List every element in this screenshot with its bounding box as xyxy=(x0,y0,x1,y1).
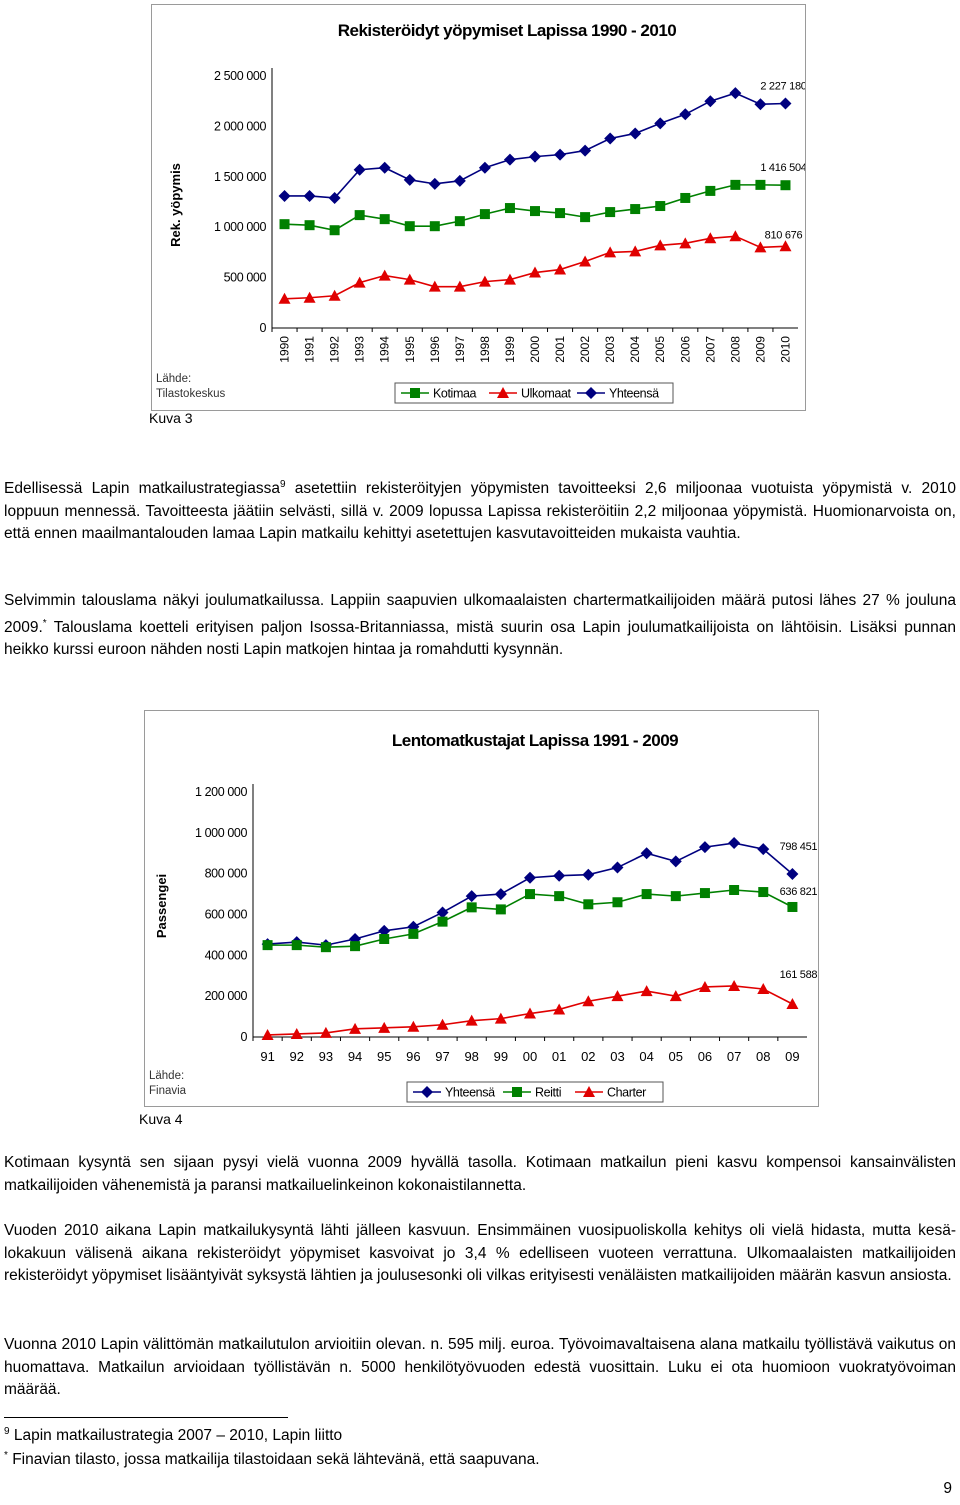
data-point-route xyxy=(496,904,506,914)
data-point-total xyxy=(654,117,666,129)
x-tick-label: 01 xyxy=(551,1049,567,1064)
data-label-route: 636 821 xyxy=(779,885,818,898)
data-point-total xyxy=(554,149,566,161)
x-tick-label: 06 xyxy=(697,1049,713,1064)
data-point-domestic xyxy=(680,193,690,203)
data-point-route xyxy=(758,887,768,897)
legend-label-domestic: Kotimaa xyxy=(433,386,477,401)
footnote-ref: * xyxy=(42,617,47,629)
data-point-domestic xyxy=(780,180,790,190)
data-point-total xyxy=(779,98,791,110)
data-point-total xyxy=(495,888,507,900)
footnote-mark: 9 xyxy=(4,1426,10,1437)
paragraph-text: Selvimmin talouslama näkyi joulumatkailussa. Lappiin saapuvien ulkomaalaisten chartermatkailijoiden määrä putosi lähes 27 % jouluna 2009. xyxy=(4,592,956,636)
x-tick-label: 2002 xyxy=(578,336,593,363)
y-tick-label: 0 xyxy=(259,321,266,335)
legend-label-charter: Charter xyxy=(607,1085,646,1100)
data-point-total xyxy=(504,154,516,166)
x-tick-label: 1999 xyxy=(502,336,517,363)
y-tick-label: 600 000 xyxy=(204,907,247,922)
paragraph-strategy-goal xyxy=(4,474,956,546)
source-label: Lähde: xyxy=(149,1070,185,1082)
chart-title: Rekisteröidyt yöpymiset Lapissa 1990 - 2010 xyxy=(337,21,677,40)
data-point-route xyxy=(321,942,331,952)
footnote-star xyxy=(4,1449,540,1471)
chart-air-passengers-svg xyxy=(145,711,818,1106)
data-point-route xyxy=(467,902,477,912)
x-tick-label: 1992 xyxy=(327,336,342,363)
y-tick-label: 1 000 000 xyxy=(194,825,247,840)
x-tick-label: 1997 xyxy=(452,336,467,363)
data-point-route xyxy=(525,889,535,899)
legend-marker-route xyxy=(512,1087,522,1097)
x-tick-label: 96 xyxy=(406,1049,421,1064)
x-tick-label: 04 xyxy=(639,1049,654,1064)
data-point-domestic xyxy=(630,204,640,214)
data-point-total xyxy=(679,108,691,120)
data-point-domestic xyxy=(605,207,615,217)
data-point-domestic xyxy=(580,212,590,222)
footnote-text: Lapin matkailustrategia 2007 – 2010, Lapin liitto xyxy=(9,1427,343,1444)
data-point-total xyxy=(454,175,466,187)
x-tick-label: 05 xyxy=(668,1049,684,1064)
data-point-domestic xyxy=(280,219,290,229)
data-point-total xyxy=(404,174,416,186)
data-point-total xyxy=(279,190,291,202)
data-point-route xyxy=(292,940,302,950)
data-point-total xyxy=(641,847,653,859)
x-tick-label: 91 xyxy=(260,1049,275,1064)
figure-caption-3: Kuva 3 xyxy=(149,410,193,426)
data-point-domestic xyxy=(505,203,515,213)
data-point-total xyxy=(466,890,478,902)
data-label-total: 798 451 xyxy=(779,840,818,853)
data-point-foreign xyxy=(554,264,566,275)
data-point-domestic xyxy=(755,180,765,190)
y-tick-label: 1 500 000 xyxy=(213,169,266,184)
data-point-domestic xyxy=(330,225,340,235)
paragraph-domestic-demand: Kotimaan kysyntä sen sijaan pysyi vielä vuonna 2009 hyvällä tasolla. Kotimaan matkailun pieni kasvu kompensoi kansainvälisten matkailijoiden vähenemistä ja paransi matkailuelinkeinon kokonaistilannetta. xyxy=(4,1154,956,1194)
paragraph-christmas-tourism xyxy=(4,590,956,662)
data-point-total xyxy=(728,837,740,849)
x-tick-label: 92 xyxy=(289,1049,304,1064)
paragraph-text: Talouslama koetteli erityisen paljon Isossa-Britanniassa, mistä suurin osa Lapin joulumatkailijoista on lähtöisin. Lisäksi punnan heikko kurssi euroon nähden nosti Lapin matkojen hintaa ja romahdutti kysynnän. xyxy=(4,618,956,659)
y-tick-label: 2 500 000 xyxy=(213,69,266,83)
data-point-total xyxy=(379,162,391,174)
data-point-total xyxy=(754,98,766,110)
paragraph-2010-growth: Vuoden 2010 aikana Lapin matkailukysyntä lähti jälleen kasvuun. Ensimmäinen vuosipuoliskolla kehitys oli vielä hidasta, mutta kesä-lokakuun välisenä aikana rekisteröidyt yöpymiset kasvoivat jo 3,4 % edelliseen vuoteen verrattuna. Ulkomaalaisten matkailijoiden rekisteröidyt yöpymiset lisääntyivät syksystä lähtien ja joulusesonki oli vilkas erityisesti venäläisten matkailijoiden määrän kasvun ansiosta. xyxy=(4,1222,956,1285)
data-point-domestic xyxy=(305,220,315,230)
legend-marker-total xyxy=(585,387,597,399)
x-tick-label: 03 xyxy=(610,1049,625,1064)
x-tick-label: 2005 xyxy=(653,336,668,363)
data-point-route xyxy=(729,885,739,895)
paragraph-text: Edellisessä Lapin matkailustrategiassa xyxy=(4,480,280,498)
legend-marker-domestic xyxy=(410,388,420,398)
legend-marker-total xyxy=(421,1086,433,1098)
x-tick-label: 2006 xyxy=(678,336,693,363)
data-point-route xyxy=(379,934,389,944)
x-tick-label: 1990 xyxy=(277,336,292,363)
chart-overnight-stays xyxy=(151,4,806,411)
data-point-route xyxy=(350,941,360,951)
data-point-domestic xyxy=(730,180,740,190)
data-point-total xyxy=(582,869,594,881)
y-tick-label: 500 000 xyxy=(223,270,266,285)
source-label: Lähde: xyxy=(156,373,192,385)
data-point-total xyxy=(479,162,491,174)
footnote-ref: 9 xyxy=(279,479,286,490)
chart-overnight-stays-svg xyxy=(152,5,805,410)
legend-label-foreign: Ulkomaat xyxy=(521,386,571,401)
x-tick-label: 1991 xyxy=(302,336,317,363)
paragraph-text: asetettiin rekisteröityjen yöpymisten tavoitteeksi 2,6 miljoonaa vuotuista yöpymistä v. 2010 loppuun mennessä. Tavoitteesta jäätiin selvästi, sillä v. 2009 lopussa Lapissa rekisteröitiin 2,2 miljoonaa yöpymistä. Huomionarvoista on, että ennen maailmantalouden lamaa Lapin matkailu kehittyi asetettujen kasvutavoitteiden mukaista vauhtia. xyxy=(4,480,956,543)
x-tick-label: 97 xyxy=(435,1049,450,1064)
x-tick-label: 07 xyxy=(726,1049,742,1064)
legend-label-total: Yhteensä xyxy=(445,1085,495,1100)
data-label-charter: 161 588 xyxy=(779,969,818,982)
data-point-charter xyxy=(641,985,653,996)
data-point-domestic xyxy=(480,209,490,219)
data-point-total xyxy=(670,855,682,867)
x-tick-label: 99 xyxy=(493,1049,509,1064)
footnote-mark: * xyxy=(4,1450,8,1461)
data-label-domestic: 1 416 504 xyxy=(760,162,805,175)
legend-label-route: Reitti xyxy=(535,1085,562,1100)
data-point-charter xyxy=(786,998,798,1009)
data-point-total xyxy=(729,87,741,99)
source-name: Finavia xyxy=(149,1085,187,1097)
x-tick-label: 1995 xyxy=(402,336,417,363)
footnote-9 xyxy=(4,1425,342,1447)
data-point-total xyxy=(429,178,441,190)
y-tick-label: 1 000 000 xyxy=(213,220,266,235)
x-tick-label: 09 xyxy=(785,1049,800,1064)
legend-label-total: Yhteensä xyxy=(609,386,659,401)
data-point-foreign xyxy=(729,230,741,241)
y-tick-label: 800 000 xyxy=(204,866,247,881)
data-point-total xyxy=(304,190,316,202)
series-line-total xyxy=(285,93,786,198)
data-point-total xyxy=(629,127,641,139)
x-tick-label: 1998 xyxy=(477,336,492,363)
page-number: 9 xyxy=(943,1480,952,1497)
footnote-text: Finavian tilasto, jossa matkailija tilastoidaan sekä lähtevänä, että saapuvana. xyxy=(7,1451,540,1468)
data-point-domestic xyxy=(655,201,665,211)
data-point-domestic xyxy=(380,214,390,224)
data-point-total xyxy=(699,841,711,853)
x-tick-label: 2008 xyxy=(728,336,743,363)
data-label-total: 2 227 180 xyxy=(760,80,805,93)
x-tick-label: 98 xyxy=(464,1049,479,1064)
data-point-route xyxy=(612,897,622,907)
data-point-domestic xyxy=(530,206,540,216)
data-point-foreign xyxy=(579,255,591,266)
x-tick-label: 2001 xyxy=(553,336,568,363)
data-point-total xyxy=(704,95,716,107)
x-tick-label: 2010 xyxy=(778,336,793,363)
data-point-domestic xyxy=(555,208,565,218)
data-point-domestic xyxy=(705,186,715,196)
x-tick-label: 95 xyxy=(376,1049,392,1064)
y-tick-label: 400 000 xyxy=(204,948,247,963)
data-point-route xyxy=(671,891,681,901)
x-tick-label: 2004 xyxy=(628,336,643,363)
source-name: Tilastokeskus xyxy=(156,388,226,400)
x-tick-label: 1994 xyxy=(377,336,392,363)
data-point-route xyxy=(787,902,797,912)
x-tick-label: 2009 xyxy=(753,336,768,363)
x-tick-label: 93 xyxy=(318,1049,334,1064)
y-tick-label: 2 000 000 xyxy=(213,119,266,134)
data-point-domestic xyxy=(405,221,415,231)
y-tick-label: 0 xyxy=(240,1030,247,1044)
y-axis-label: Passengei xyxy=(154,873,169,939)
x-tick-label: 02 xyxy=(581,1049,596,1064)
data-point-total xyxy=(604,132,616,144)
y-tick-label: 1 200 000 xyxy=(194,785,247,799)
data-point-foreign xyxy=(329,290,341,301)
data-point-route xyxy=(554,891,564,901)
data-point-route xyxy=(642,889,652,899)
data-point-route xyxy=(583,899,593,909)
x-tick-label: 94 xyxy=(347,1049,363,1064)
paragraph-tourism-income: Vuonna 2010 Lapin välittömän matkailutulon arvioitiin olevan. n. 595 milj. euroa. Työvoimavaltaisena alana matkailu työllistävä vaikutus on huomattava. Matkailun arvioidaan työllistävän n. 5000 henkilötyövuoden edestä vuosittain. Luku ei ota huomioon vuokratyövoiman määrää. xyxy=(4,1336,956,1399)
data-point-foreign xyxy=(379,270,391,281)
y-tick-label: 200 000 xyxy=(204,989,247,1004)
x-tick-label: 00 xyxy=(522,1049,538,1064)
data-point-route xyxy=(263,940,273,950)
data-point-total xyxy=(611,862,623,874)
chart-air-passengers xyxy=(144,710,819,1107)
x-tick-label: 1993 xyxy=(352,336,367,363)
footnote-divider xyxy=(4,1417,288,1418)
x-tick-label: 2000 xyxy=(528,336,542,363)
data-point-total xyxy=(553,870,565,882)
data-point-total xyxy=(524,872,536,884)
chart-title: Lentomatkustajat Lapissa 1991 - 2009 xyxy=(391,731,679,750)
x-tick-label: 2007 xyxy=(703,336,718,363)
data-point-domestic xyxy=(355,210,365,220)
x-tick-label: 08 xyxy=(756,1049,771,1064)
data-point-domestic xyxy=(430,221,440,231)
data-point-route xyxy=(700,888,710,898)
data-point-total xyxy=(529,151,541,163)
data-point-route xyxy=(438,917,448,927)
figure-caption-4: Kuva 4 xyxy=(139,1111,183,1127)
data-point-total xyxy=(579,145,591,157)
data-label-foreign: 810 676 xyxy=(764,229,803,242)
x-tick-label: 2003 xyxy=(603,336,618,363)
data-point-domestic xyxy=(455,216,465,226)
x-tick-label: 1996 xyxy=(427,336,442,363)
data-point-route xyxy=(408,929,418,939)
y-axis-label: Rek. yöpymis xyxy=(168,163,183,247)
